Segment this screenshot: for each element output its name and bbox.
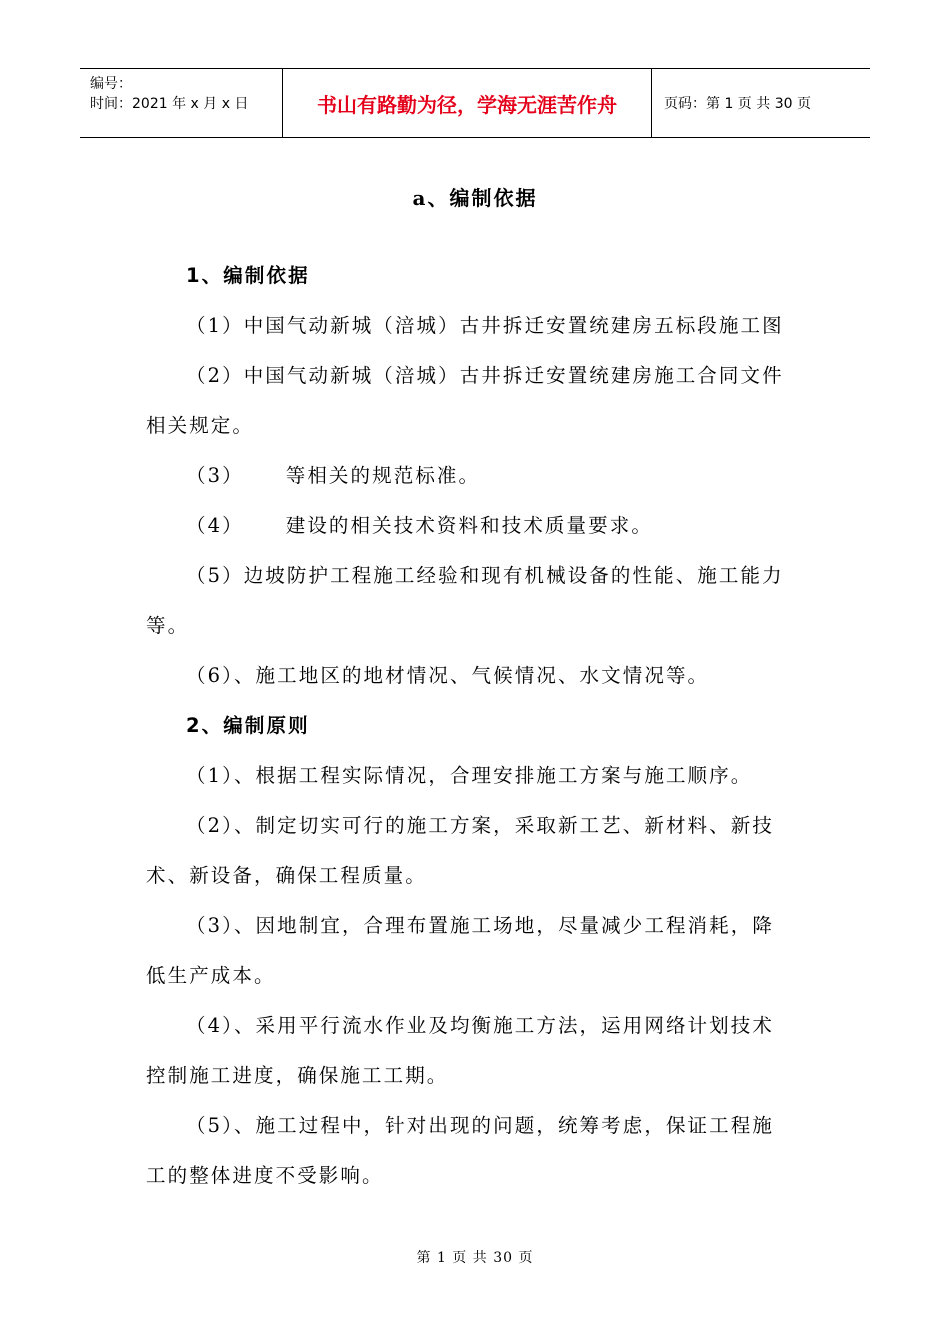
section1-item1: （1）中国气动新城（涪城）古井拆迁安置统建房五标段施工图 — [186, 314, 784, 337]
section1-item5-line2: 等。 — [146, 614, 190, 637]
header-meta — [80, 69, 282, 137]
header-page-code: 页码：第 1 页 共 30 页 — [664, 96, 811, 112]
page-footer: 第 1 页 共 30 页 — [416, 1250, 534, 1266]
section2-item1: （1）、根据工程实际情况，合理安排施工方案与施工顺序。 — [186, 764, 753, 787]
section2-item2-line2: 术、新设备，确保工程质量。 — [146, 864, 427, 887]
section1-item5-line1: （5）边坡防护工程施工经验和现有机械设备的性能、施工能力 — [186, 564, 784, 587]
section1-item4-text: 建设的相关技术资料和技术质量要求。 — [285, 514, 653, 537]
section2-heading: 2、编制原则 — [186, 714, 310, 737]
section1-item3 — [186, 460, 480, 488]
section2-item5-line1: （5）、施工过程中，针对出现的问题，统筹考虑，保证工程施 — [186, 1114, 774, 1137]
section1-item4-prefix: （4） — [186, 514, 244, 537]
section2-item3-line2: 低生产成本。 — [146, 964, 276, 987]
header-time-label: 时间：2021 年 x 月 x 日 — [90, 96, 249, 112]
page-header — [80, 68, 870, 138]
document-title: a、编制依据 — [412, 186, 538, 210]
section2-item4-line1: （4）、采用平行流水作业及均衡施工方法，运用网络计划技术 — [186, 1014, 774, 1037]
section1-item3-prefix: （3） — [186, 464, 244, 487]
header-number-label: 编号： — [90, 76, 132, 92]
section2-item2-line1: （2）、制定切实可行的施工方案，采取新工艺、新材料、新技 — [186, 814, 774, 837]
section2-item4-line2: 控制施工进度，确保施工工期。 — [146, 1064, 449, 1087]
section1-item2-line1: （2）中国气动新城（涪城）古井拆迁安置统建房施工合同文件 — [186, 364, 784, 387]
section2-item3-line1: （3）、因地制宜，合理布置施工场地，尽量减少工程消耗，降 — [186, 914, 774, 937]
section1-item6: （6）、施工地区的地材情况、气候情况、水文情况等。 — [186, 664, 710, 687]
section2-item5-line2: 工的整体进度不受影响。 — [146, 1164, 384, 1187]
section1-heading: 1、编制依据 — [186, 264, 310, 287]
header-motto: 书山有路勤为径，学海无涯苦作舟 — [282, 69, 652, 137]
section1-item2-line2: 相关规定。 — [146, 414, 255, 437]
section1-item4 — [186, 510, 653, 538]
section1-item3-text: 等相关的规范标准。 — [285, 464, 481, 487]
